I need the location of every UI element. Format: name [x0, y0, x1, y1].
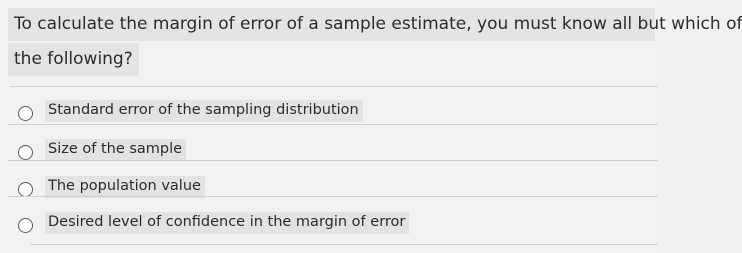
- question-divider: [10, 86, 658, 87]
- answer-option-4[interactable]: [18, 212, 409, 234]
- answer-option-label: Size of the sample: [45, 139, 186, 161]
- answer-option-label: Standard error of the sampling distribution: [45, 100, 363, 122]
- answer-option-label: Desired level of confidence in the margin of error: [45, 212, 409, 234]
- question-line-1: To calculate the margin of error of a sample estimate, you must know all but which of: [8, 8, 655, 41]
- answer-option-2[interactable]: [18, 139, 186, 161]
- radio-button[interactable]: [18, 106, 33, 121]
- answer-option-1[interactable]: [18, 100, 363, 122]
- option-divider: [8, 160, 658, 161]
- question-line-2: the following?: [8, 43, 139, 76]
- radio-button[interactable]: [18, 182, 33, 197]
- radio-button[interactable]: [18, 145, 33, 160]
- option-divider: [30, 244, 658, 245]
- option-divider: [8, 196, 658, 197]
- answer-option-label: The population value: [45, 176, 205, 198]
- option-divider: [8, 124, 658, 125]
- question-text: [8, 8, 742, 76]
- radio-button[interactable]: [18, 218, 33, 233]
- answer-option-3[interactable]: [18, 176, 205, 198]
